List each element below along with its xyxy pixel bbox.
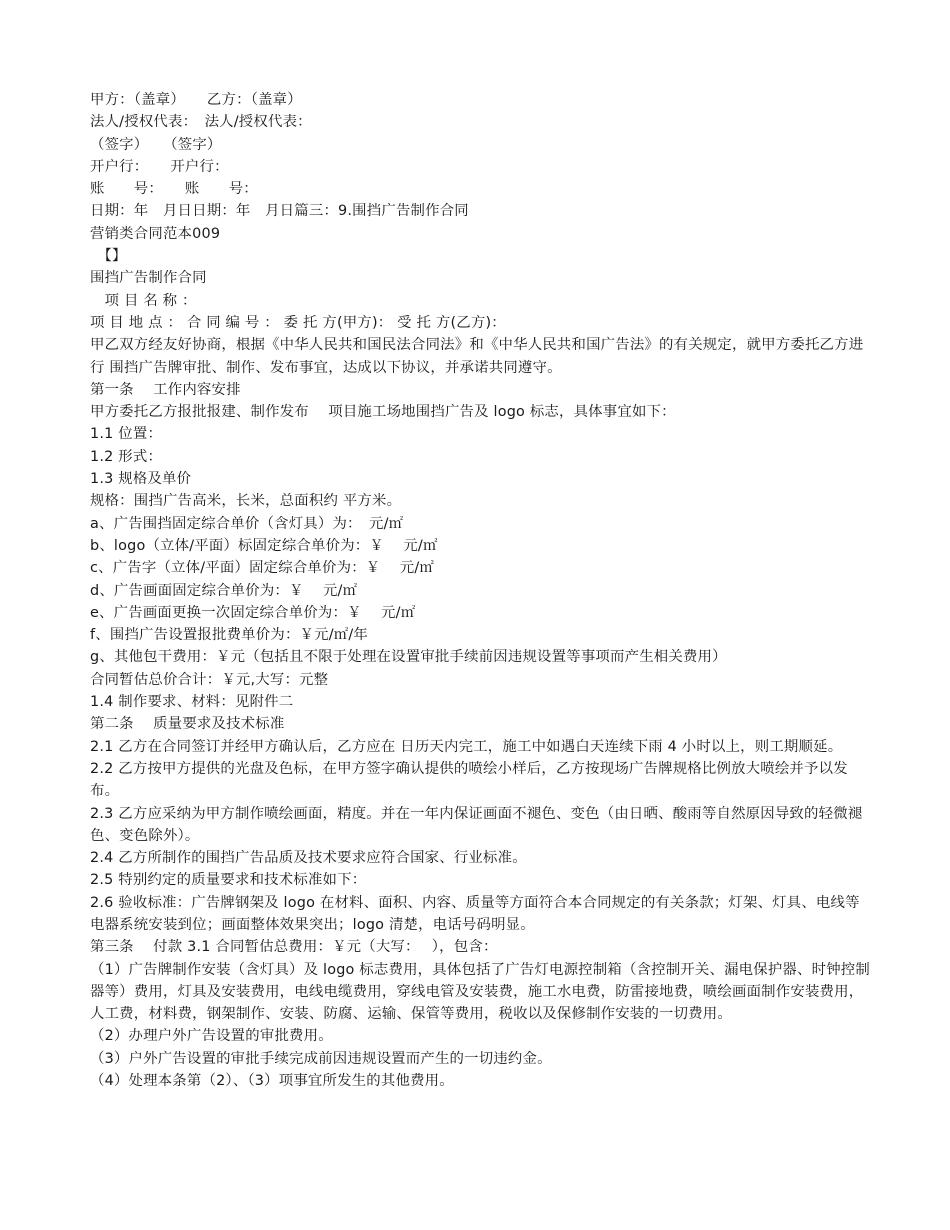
payment-item-3: （3）户外广告设置的审批手续完成前因违规设置而产生的一切违约金。 xyxy=(90,1050,552,1067)
project-info-line: 项 目 地 点 ： 合 同 编 号 ： 委 托 方(甲方)： 受 托 方(乙方)： xyxy=(90,314,506,331)
clause-2-3: 2.3 乙方应采纳为甲方制作喷绘画面，精度。并在一年内保证画面不褪色、变色（由日晒、酸雨等自然原因导致的轻微褪色、变色除外）。 xyxy=(90,805,863,844)
payment-item-2: （2）办理户外广告设置的审批费用。 xyxy=(90,1028,333,1045)
date-line: 日期：年 月日日期：年 月日篇三：9.围挡广告制作合同 xyxy=(90,203,469,220)
bracket-line: 【】 xyxy=(90,248,127,265)
article-1-intro: 甲方委托乙方报批报建、制作发布 项目施工场地围挡广告及 logo 标志，具体事宜如下： xyxy=(90,404,676,421)
project-name-line: 项 目 名 称 ： xyxy=(90,292,197,309)
clause-1-2: 1.2 形式： xyxy=(90,448,163,465)
price-item-e: e、广告画面更换一次固定综合单价为：￥ 元/㎡ xyxy=(90,604,416,621)
price-item-f: f、围挡广告设置报批费单价为：￥元/㎡/年 xyxy=(90,627,368,644)
article-1-heading: 第一条 工作内容安排 xyxy=(90,381,241,398)
representative-line: 法人/授权代表： 法人/授权代表： xyxy=(90,114,312,131)
preamble-paragraph: 甲乙双方经友好协商，根据《中华人民共和国民法合同法》和《中华人民共和国广告法》的有关规定，就甲方委托乙方进行 围挡广告牌审批、制作、发布事宜，达成以下协议，并承诺共同遵守。 xyxy=(90,337,864,376)
payment-item-4: （4）处理本条第（2）、（3）项事宜所发生的其他费用。 xyxy=(90,1073,454,1090)
article-2-heading: 第二条 质量要求及技术标准 xyxy=(90,716,285,733)
clause-1-3: 1.3 规格及单价 xyxy=(90,471,192,488)
price-item-d: d、广告画面固定综合单价为：￥ 元/㎡ xyxy=(90,582,358,599)
clause-2-6: 2.6 验收标准：广告牌钢架及 logo 在材料、面积、内容、质量等方面符合本合同规定的有关条款；灯架、灯具、电线等电器系统安装到位；画面整体效果突出；logo 清楚，电话号码明显。 xyxy=(90,894,860,933)
clause-2-2: 2.2 乙方按甲方提供的光盘及色标，在甲方签字确认提供的喷绘小样后，乙方按现场广告牌规格比例放大喷绘并予以发布。 xyxy=(90,760,848,800)
clause-1-1: 1.1 位置： xyxy=(90,426,163,443)
account-line: 账 号： 账 号： xyxy=(90,181,258,198)
price-item-a: a、广告围挡固定综合单价（含灯具）为： 元/㎡ xyxy=(90,515,404,532)
price-item-c: c、广告字（立体/平面）固定综合单价为：￥ 元/㎡ xyxy=(90,560,434,577)
price-item-b: b、logo（立体/平面）标固定综合单价为：￥ 元/㎡ xyxy=(90,537,438,554)
party-seal-line: 甲方：（盖章） 乙方：（盖章） xyxy=(90,92,302,108)
clause-2-1: 2.1 乙方在合同签订并经甲方确认后，乙方应在 日历天内完工，施工中如遇白天连续下雨 4 小时以上，则工期顺延。 xyxy=(90,738,843,755)
spec-line: 规格：围挡广告高米，长米，总面积约 平方米。 xyxy=(90,493,402,510)
contract-title: 围挡广告制作合同 xyxy=(90,270,207,287)
total-price-line: 合同暂估总价合计：￥元,大写：元整 xyxy=(90,671,329,688)
article-3-heading: 第三条 付款 3.1 合同暂估总费用：￥元（大写： ），包含： xyxy=(90,939,498,956)
clause-2-4: 2.4 乙方所制作的围挡广告品质及技术要求应符合国家、行业标准。 xyxy=(90,850,527,867)
signature-line: （签字） （签字） xyxy=(90,136,222,153)
clause-2-5: 2.5 特别约定的质量要求和技术标准如下： xyxy=(90,872,367,889)
price-item-g: g、其他包干费用：￥元（包括且不限于处理在设置审批手续前因违规设置等事项而产生相关费用） xyxy=(90,649,727,666)
clause-1-4: 1.4 制作要求、材料：见附件二 xyxy=(90,694,294,711)
contract-document xyxy=(90,89,870,1092)
bank-line: 开户行： 开户行： xyxy=(90,158,229,175)
template-number: 营销类合同范本009 xyxy=(90,225,221,242)
payment-item-1: （1）广告牌制作安装（含灯具）及 logo 标志费用，具体包括了广告灯电源控制箱（含控制开关、漏电保护器、时钟控制器等）费用，灯具及安装费用，电线电缆费用，穿线电管及安装费，施工水电费，防雷接地费，喷绘画面制作安装费用，人工费，材料费，钢架制作、安装、防腐、运输、保管等费用，税收以及保修制作安装的一切费用。 xyxy=(90,961,870,1023)
